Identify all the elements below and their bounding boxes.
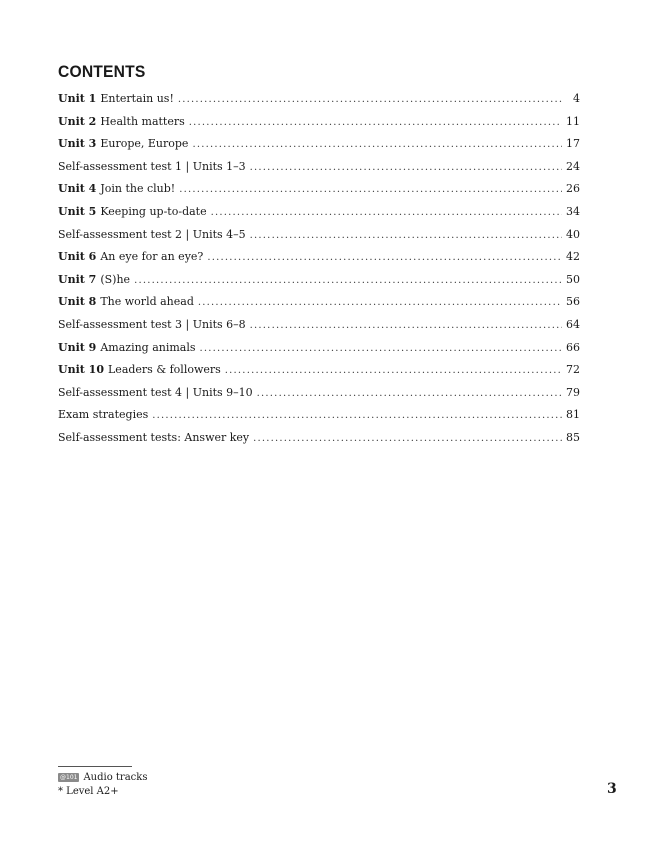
- dot-leader: [250, 229, 562, 243]
- toc-entry-title: Amazing animals: [100, 340, 196, 354]
- toc-page-number: 56: [566, 295, 580, 309]
- toc-entry[interactable]: [58, 182, 580, 205]
- dot-leader: [250, 319, 562, 333]
- toc-entry-title: Health matters: [100, 114, 185, 128]
- toc-entry-title: An eye for an eye?: [100, 250, 204, 264]
- toc-page-number: 85: [566, 430, 580, 444]
- toc-unit-label: Unit 2: [58, 114, 97, 128]
- toc-entry-title: Leaders & followers: [108, 363, 221, 377]
- dot-leader: [225, 364, 562, 378]
- toc-unit-label: Unit 1: [58, 92, 97, 105]
- toc-page-number: 42: [566, 250, 580, 264]
- level-footnote: * Level A2+: [58, 786, 119, 797]
- toc-entry[interactable]: [58, 205, 580, 228]
- toc-entry[interactable]: [58, 295, 580, 318]
- footnote-divider: [58, 766, 132, 767]
- toc-unit-label: Unit 3: [58, 137, 97, 151]
- toc-entry-title: Keeping up-to-date: [100, 204, 207, 218]
- toc-entry-title: The world ahead: [100, 295, 194, 309]
- toc-page-number: 4: [573, 92, 580, 105]
- dot-leader: [250, 161, 562, 175]
- audio-track-icon: @101: [60, 774, 78, 781]
- toc-entry[interactable]: [58, 363, 580, 386]
- toc-page-number: 64: [566, 317, 580, 331]
- toc-entry-title: Self-assessment test 1 | Units 1–3: [58, 159, 246, 173]
- toc-page-number: 79: [566, 385, 580, 399]
- toc-entry[interactable]: [58, 273, 580, 296]
- toc-unit-label: Unit 10: [58, 363, 104, 377]
- toc-page-number: 81: [566, 408, 580, 422]
- toc-entry[interactable]: [58, 137, 580, 160]
- dot-leader: [192, 138, 562, 152]
- toc-entry-title: Self-assessment test 4 | Units 9–10: [58, 385, 253, 399]
- table-of-contents: [58, 92, 580, 454]
- dot-leader: [178, 93, 562, 107]
- toc-entry-title: Exam strategies: [58, 408, 149, 422]
- audio-tracks-note: [58, 771, 147, 784]
- toc-entry[interactable]: [58, 228, 580, 251]
- toc-unit-label: Unit 5: [58, 204, 97, 218]
- dot-leader: [134, 274, 562, 288]
- toc-entry-title: Self-assessment test 2 | Units 4–5: [58, 227, 246, 241]
- dot-leader: [211, 206, 562, 220]
- dot-leader: [152, 409, 562, 423]
- toc-page-number: 50: [566, 272, 580, 286]
- toc-unit-label: Unit 4: [58, 182, 97, 196]
- toc-entry[interactable]: [58, 431, 580, 454]
- toc-entry[interactable]: [58, 386, 580, 409]
- toc-page-number: 24: [566, 159, 580, 173]
- dot-leader: [200, 342, 562, 356]
- toc-unit-label: Unit 8: [58, 295, 97, 309]
- dot-leader: [253, 432, 562, 446]
- toc-page-number: 17: [566, 137, 580, 151]
- toc-entry-title: Join the club!: [100, 182, 176, 196]
- toc-page-number: 26: [566, 182, 580, 196]
- dot-leader: [198, 296, 562, 310]
- toc-unit-label: Unit 7: [58, 272, 97, 286]
- toc-page-number: 34: [566, 204, 580, 218]
- toc-entry[interactable]: [58, 115, 580, 138]
- toc-entry-title: Entertain us!: [100, 92, 174, 105]
- toc-entry[interactable]: [58, 92, 580, 115]
- toc-entry[interactable]: [58, 341, 580, 364]
- toc-unit-label: Unit 9: [58, 340, 97, 354]
- toc-page-number: 72: [566, 363, 580, 377]
- toc-page-number: 66: [566, 340, 580, 354]
- toc-unit-label: Unit 6: [58, 250, 97, 264]
- toc-entry[interactable]: [58, 250, 580, 273]
- contents-title: CONTENTS: [58, 62, 146, 81]
- toc-entry-title: Self-assessment test 3 | Units 6–8: [58, 317, 246, 331]
- toc-page-number: 11: [566, 114, 580, 128]
- toc-entry[interactable]: [58, 160, 580, 183]
- toc-page-number: 40: [566, 227, 580, 241]
- toc-entry-title: (S)he: [100, 272, 131, 286]
- toc-entry[interactable]: [58, 408, 580, 431]
- dot-leader: [257, 387, 562, 401]
- page-number: 3: [607, 781, 617, 797]
- toc-entry-title: Europe, Europe: [100, 137, 189, 151]
- dot-leader: [179, 183, 562, 197]
- toc-entry[interactable]: [58, 318, 580, 341]
- dot-leader: [207, 251, 562, 265]
- dot-leader: [189, 116, 562, 130]
- audio-tracks-label: Audio tracks: [83, 772, 148, 783]
- toc-entry-title: Self-assessment tests: Answer key: [58, 430, 250, 444]
